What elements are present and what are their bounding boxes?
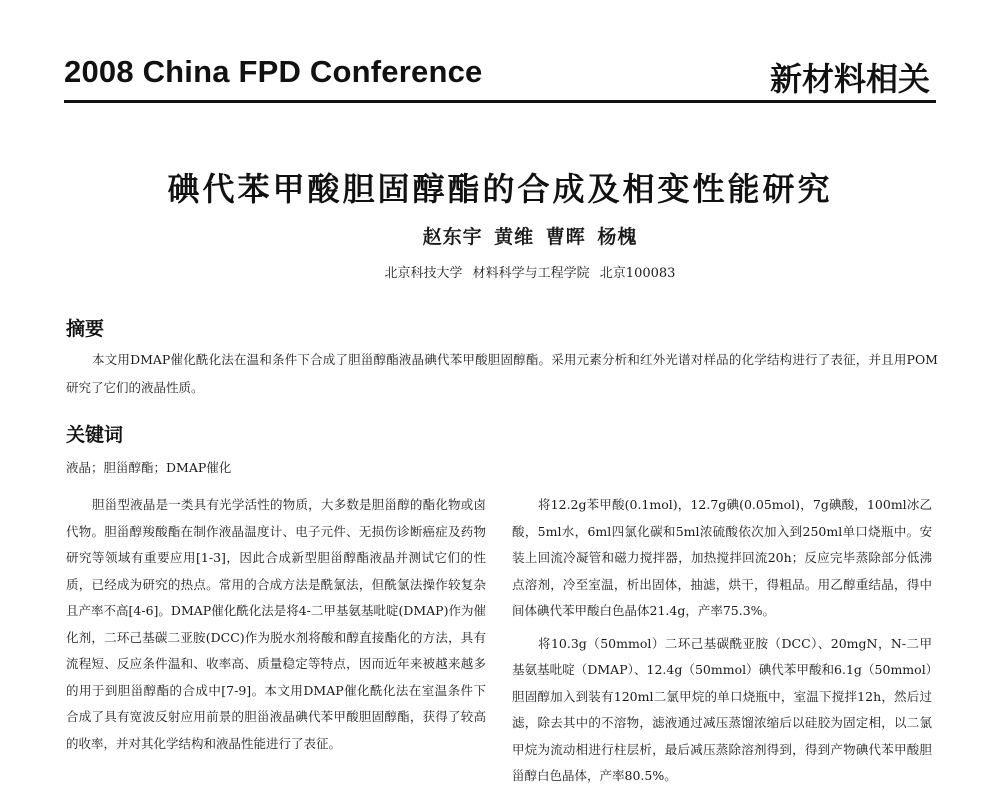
author-affiliation: 北京科技大学 材料科学与工程学院 北京100083 xyxy=(384,266,676,281)
keywords-text: 液晶；胆甾醇酯；DMAP催化 xyxy=(66,460,232,475)
synthesis-step-2-paragraph: 将10.3g（50mmol）二环己基碳酰亚胺（DCC）、20mgN，N-二甲基氨基吡啶（DMAP）、12.4g（50mmol）碘代苯甲酸和6.1g（50mmol）胆固醇加入到装有120ml二氯甲烷的单口烧瓶中，室温下搅拌12h，然后过滤，除去其中的不溶物，滤液通过减压蒸馏浓缩后以硅胶为固定相，以二氯甲烷为流动相进行柱层析，最后减压蒸除溶剂得到，得到产物碘代苯甲酸胆甾醇白色晶体，产率80.5%。 xyxy=(512,635,932,783)
body-left-column xyxy=(66,492,486,763)
conference-name: 2008 China FPD Conference xyxy=(64,54,483,89)
introduction-paragraph: 胆甾型液晶是一类具有光学活性的物质，大多数是胆甾醇的酯化物或卤代物。胆甾醇羧酸酯在制作液晶温度计、电子元件、无损伤诊断癌症及药物研究等领域有重要应用[1-3]，因此合成新型胆甾醇酯液晶并测试它们的性质，已经成为研究的热点。常用的合成方法是酰氯法，但酰氯法操作较复杂且产率不高[4-6]。DMAP催化酰化法是将4-二甲基氨基吡啶(DMAP)作为催化剂，二环己基碳二亚胺(DCC)作为脱水剂将酸和醇直接酯化的方法，具有流程短、反应条件温和、收率高、质量稳定等特点，因而近年来被越来越多的用于到胆甾醇酯的合成中[7-9]。本文用DMAP催化酰化法在室温条件下合成了具有宽波反射应用前景的胆甾液晶碘代苯甲酸胆固醇酯，获得了较高的收率，并对其化学结构和液晶性能进行了表征。 xyxy=(66,497,486,751)
abstract-heading: 摘要 xyxy=(66,318,105,340)
abstract-text: 本文用DMAP催化酰化法在温和条件下合成了胆甾醇酯液晶碘代苯甲酸胆固醇酯。采用元素分析和红外光谱对样品的化学结构进行了表征，并且用POM研究了它们的液晶性质。 xyxy=(66,352,938,395)
keywords-heading: 关键词 xyxy=(66,424,124,446)
synthesis-step-1-paragraph: 将12.2g苯甲酸(0.1mol)，12.7g碘(0.05mol)，7g碘酸，100ml冰乙酸，5ml水，6ml四氯化碳和5ml浓硫酸依次加入到250ml单口烧瓶中。安装上回流冷凝管和磁力搅拌器，加热搅拌回流20h；反应完毕蒸除部分低沸点溶剂，冷至室温，析出固体，抽滤，烘干，得粗品。用乙醇重结晶，得中间体碘代苯甲酸白色晶体21.4g，产率75.3%。 xyxy=(512,497,932,618)
paper-title: 碘代苯甲酸胆固醇酯的合成及相变性能研究 xyxy=(167,170,833,208)
section-category: 新材料相关 xyxy=(769,60,930,98)
author-list: 赵东宇 黄维 曹晖 杨槐 xyxy=(422,226,638,248)
header-divider xyxy=(64,100,936,103)
running-header xyxy=(64,44,936,100)
body-right-column xyxy=(512,492,932,796)
